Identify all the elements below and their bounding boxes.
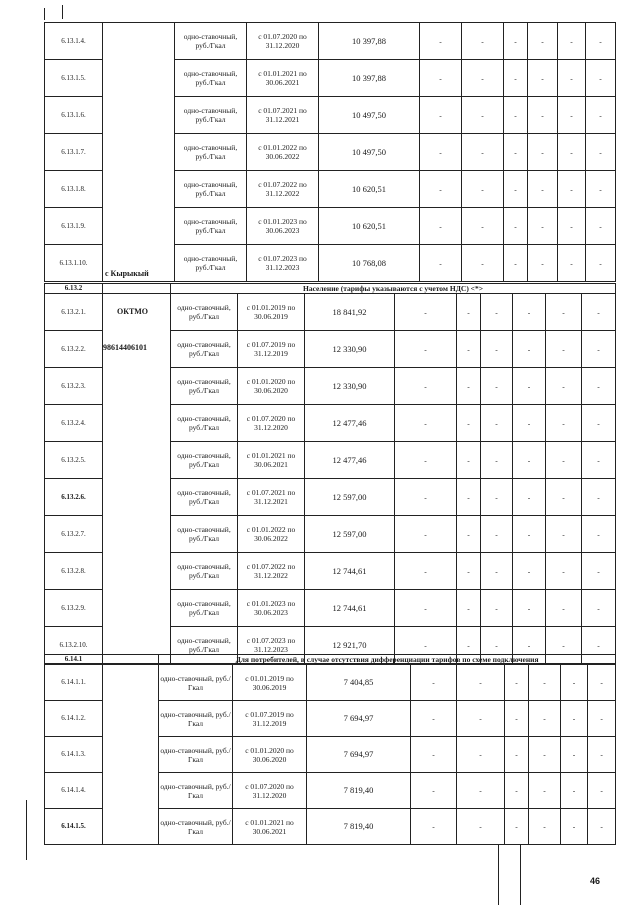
tariff-price: 12 744,61 (305, 590, 395, 627)
tariff-price: 7 404,85 (307, 665, 411, 701)
empty-value-dash: - (588, 737, 616, 773)
tariff-period: с 01.07.2021 по 31.12.2021 (247, 97, 319, 134)
empty-value-dash: - (561, 809, 588, 845)
empty-value-dash: - (528, 97, 558, 134)
empty-value-dash: - (546, 294, 582, 331)
tariff-type: одно-ставочный, руб./Гкал (171, 405, 238, 442)
empty-value-dash: - (481, 553, 513, 590)
empty-value-dash: - (457, 737, 505, 773)
empty-value-dash: - (462, 60, 504, 97)
empty-value-dash: - (582, 479, 616, 516)
empty-value-dash: - (558, 171, 586, 208)
empty-value-dash: - (395, 331, 457, 368)
tariff-period: с 01.07.2023 по 31.12.2023 (238, 627, 305, 664)
empty-value-dash: - (420, 97, 462, 134)
empty-value-dash: - (420, 60, 462, 97)
empty-value-dash: - (558, 23, 586, 60)
scan-line (520, 845, 521, 905)
empty-value-dash: - (457, 627, 481, 664)
empty-value-dash: - (457, 331, 481, 368)
empty-value-dash: - (457, 294, 481, 331)
empty-value-dash: - (588, 809, 616, 845)
tariff-type: одно-ставочный, руб./Гкал (171, 331, 238, 368)
empty-value-dash: - (513, 627, 546, 664)
tariff-period: с 01.07.2019 по 31.12.2019 (238, 331, 305, 368)
empty-value-dash: - (481, 442, 513, 479)
empty-value-dash: - (481, 405, 513, 442)
row-code: 6.14.1.1. (45, 665, 103, 701)
tariff-period: с 01.07.2020 по 31.12.2020 (233, 773, 307, 809)
empty-value-dash: - (561, 737, 588, 773)
empty-value-dash: - (546, 627, 582, 664)
row-code: 6.13.2.6. (45, 479, 103, 516)
tariff-table-block-2 (44, 283, 616, 664)
empty-value-dash: - (586, 134, 616, 171)
tariff-type: одно-ставочный, руб./Гкал (159, 665, 233, 701)
empty-value-dash: - (558, 134, 586, 171)
empty-value-dash: - (546, 405, 582, 442)
section-header-row (45, 655, 616, 665)
empty-value-dash: - (529, 773, 561, 809)
empty-value-dash: - (529, 737, 561, 773)
tariff-period: с 01.01.2020 по 30.06.2020 (233, 737, 307, 773)
tariff-price: 10 397,88 (319, 23, 420, 60)
empty-value-dash: - (420, 23, 462, 60)
tariff-period: с 01.01.2022 по 30.06.2022 (247, 134, 319, 171)
tariff-table-block-3 (44, 654, 616, 845)
empty-value-dash: - (462, 97, 504, 134)
empty-value-dash: - (457, 516, 481, 553)
row-code: 6.13.2.1. (45, 294, 103, 331)
empty-value-dash: - (395, 516, 457, 553)
scan-line (62, 5, 63, 19)
empty-value-dash: - (528, 208, 558, 245)
empty-value-dash: - (457, 553, 481, 590)
tariff-price: 12 477,46 (305, 442, 395, 479)
empty-value-dash: - (582, 331, 616, 368)
empty-value-dash: - (546, 368, 582, 405)
tariff-type: одно-ставочный, руб./Гкал (159, 773, 233, 809)
tariff-price: 12 597,00 (305, 479, 395, 516)
tariff-period: с 01.01.2019 по 30.06.2019 (238, 294, 305, 331)
empty-value-dash: - (586, 23, 616, 60)
empty-value-dash: - (411, 773, 457, 809)
locality-name: с Кырыкый (105, 269, 149, 278)
tariff-price: 7 694,97 (307, 737, 411, 773)
tariff-period: с 01.01.2021 по 30.06.2021 (238, 442, 305, 479)
tariff-type: одно-ставочный, руб./Гкал (175, 208, 247, 245)
empty-value-dash: - (505, 665, 529, 701)
empty-value-dash: - (586, 208, 616, 245)
empty-value-dash: - (588, 773, 616, 809)
tariff-period: с 01.01.2023 по 30.06.2023 (238, 590, 305, 627)
oktmo-label: ОКТМО (117, 307, 149, 316)
empty-value-dash: - (457, 590, 481, 627)
tariff-type: одно-ставочный, руб./Гкал (171, 553, 238, 590)
empty-value-dash: - (586, 245, 616, 282)
empty-value-dash: - (529, 665, 561, 701)
row-code: 6.13.1.8. (45, 171, 103, 208)
empty-value-dash: - (529, 701, 561, 737)
section-title: Население (тарифы указываются с учетом НДС) <*> (171, 284, 616, 294)
scan-line (498, 845, 499, 905)
tariff-price: 12 921,70 (305, 627, 395, 664)
empty-value-dash: - (395, 627, 457, 664)
empty-value-dash: - (411, 701, 457, 737)
tariff-price: 7 694,97 (307, 701, 411, 737)
empty-value-dash: - (546, 442, 582, 479)
empty-value-dash: - (504, 60, 528, 97)
tariff-type: одно-ставочный, руб./Гкал (171, 368, 238, 405)
empty-value-dash: - (457, 809, 505, 845)
empty-value-dash: - (546, 553, 582, 590)
row-code: 6.13.2.9. (45, 590, 103, 627)
empty-value-dash: - (504, 97, 528, 134)
tariff-period: с 01.07.2021 по 31.12.2021 (238, 479, 305, 516)
empty-value-dash: - (505, 773, 529, 809)
empty-value-dash: - (411, 665, 457, 701)
locality-cell (103, 665, 159, 845)
empty-value-dash: - (561, 773, 588, 809)
tariff-period: с 01.01.2021 по 30.06.2021 (233, 809, 307, 845)
tariff-table-block-1 (44, 22, 616, 282)
section-code: 6.14.1 (45, 655, 103, 665)
locality-cell (103, 23, 175, 282)
empty-value-dash: - (586, 97, 616, 134)
row-code: 6.13.2.5. (45, 442, 103, 479)
empty-value-dash: - (582, 627, 616, 664)
empty-value-dash: - (420, 171, 462, 208)
tariff-type: одно-ставочный, руб./Гкал (175, 60, 247, 97)
tariff-type: одно-ставочный, руб./Гкал (171, 479, 238, 516)
oktmo-code: 98614406101 (103, 343, 147, 352)
empty-value-dash: - (513, 368, 546, 405)
tariff-type: одно-ставочный, руб./Гкал (175, 134, 247, 171)
tariff-type: одно-ставочный, руб./Гкал (175, 97, 247, 134)
tariff-price: 10 620,51 (319, 171, 420, 208)
tariff-type: одно-ставочный, руб./Гкал (171, 516, 238, 553)
tariff-price: 10 768,08 (319, 245, 420, 282)
empty-value-dash: - (395, 405, 457, 442)
row-code: 6.13.1.7. (45, 134, 103, 171)
tariff-period: с 01.01.2020 по 30.06.2020 (238, 368, 305, 405)
tariff-price: 12 597,00 (305, 516, 395, 553)
empty-value-dash: - (582, 294, 616, 331)
empty-value-dash: - (588, 665, 616, 701)
tariff-price: 12 330,90 (305, 331, 395, 368)
empty-value-dash: - (462, 134, 504, 171)
empty-value-dash: - (504, 245, 528, 282)
empty-value-dash: - (395, 553, 457, 590)
row-code: 6.14.1.5. (45, 809, 103, 845)
row-code: 6.13.1.6. (45, 97, 103, 134)
tariff-price: 10 620,51 (319, 208, 420, 245)
empty-value-dash: - (546, 331, 582, 368)
tariff-price: 18 841,92 (305, 294, 395, 331)
empty-cell (103, 284, 171, 294)
tariff-period: с 01.07.2023 по 31.12.2023 (247, 245, 319, 282)
empty-value-dash: - (504, 134, 528, 171)
empty-value-dash: - (546, 516, 582, 553)
empty-cell (103, 655, 159, 665)
empty-value-dash: - (528, 245, 558, 282)
empty-value-dash: - (546, 479, 582, 516)
empty-value-dash: - (481, 590, 513, 627)
empty-value-dash: - (462, 245, 504, 282)
row-code: 6.13.2.7. (45, 516, 103, 553)
empty-value-dash: - (481, 294, 513, 331)
empty-value-dash: - (481, 479, 513, 516)
scan-line (44, 8, 45, 20)
empty-value-dash: - (504, 171, 528, 208)
empty-value-dash: - (462, 23, 504, 60)
tariff-type: одно-ставочный, руб./Гкал (175, 23, 247, 60)
empty-value-dash: - (420, 208, 462, 245)
empty-value-dash: - (513, 590, 546, 627)
empty-value-dash: - (457, 701, 505, 737)
row-code: 6.13.2.8. (45, 553, 103, 590)
empty-value-dash: - (481, 516, 513, 553)
tariff-period: с 01.07.2020 по 31.12.2020 (247, 23, 319, 60)
tariff-period: с 01.07.2022 по 31.12.2022 (238, 553, 305, 590)
empty-value-dash: - (457, 479, 481, 516)
empty-value-dash: - (513, 479, 546, 516)
tariff-type: одно-ставочный, руб./Гкал (175, 245, 247, 282)
empty-value-dash: - (420, 134, 462, 171)
empty-value-dash: - (582, 553, 616, 590)
tariff-price: 12 330,90 (305, 368, 395, 405)
tariff-period: с 01.01.2021 по 30.06.2021 (247, 60, 319, 97)
empty-value-dash: - (504, 208, 528, 245)
row-code: 6.14.1.4. (45, 773, 103, 809)
page-number: 46 (590, 876, 601, 886)
tariff-type: одно-ставочный, руб./Гкал (171, 590, 238, 627)
empty-value-dash: - (457, 405, 481, 442)
empty-value-dash: - (481, 627, 513, 664)
row-code: 6.14.1.3. (45, 737, 103, 773)
tariff-period: с 01.01.2022 по 30.06.2022 (238, 516, 305, 553)
empty-value-dash: - (457, 368, 481, 405)
empty-value-dash: - (561, 701, 588, 737)
empty-value-dash: - (504, 23, 528, 60)
tariff-type: одно-ставочный, руб./Гкал (175, 171, 247, 208)
empty-value-dash: - (558, 245, 586, 282)
empty-value-dash: - (411, 737, 457, 773)
table-row (45, 665, 616, 701)
empty-value-dash: - (558, 97, 586, 134)
empty-value-dash: - (395, 368, 457, 405)
empty-value-dash: - (529, 809, 561, 845)
empty-value-dash: - (505, 737, 529, 773)
empty-value-dash: - (411, 809, 457, 845)
tariff-price: 10 497,50 (319, 97, 420, 134)
row-code: 6.13.1.10. (45, 245, 103, 282)
empty-value-dash: - (395, 590, 457, 627)
empty-value-dash: - (462, 171, 504, 208)
empty-value-dash: - (528, 23, 558, 60)
empty-value-dash: - (481, 368, 513, 405)
empty-value-dash: - (586, 60, 616, 97)
tariff-period: с 01.01.2023 по 30.06.2023 (247, 208, 319, 245)
tariff-period: с 01.07.2020 по 31.12.2020 (238, 405, 305, 442)
empty-value-dash: - (546, 590, 582, 627)
tariff-price: 7 819,40 (307, 773, 411, 809)
empty-value-dash: - (513, 553, 546, 590)
empty-value-dash: - (420, 245, 462, 282)
empty-value-dash: - (561, 665, 588, 701)
tariff-type: одно-ставочный, руб./Гкал (171, 627, 238, 664)
empty-value-dash: - (513, 331, 546, 368)
tariff-type: одно-ставочный, руб./Гкал (159, 809, 233, 845)
tariff-period: с 01.07.2022 по 31.12.2022 (247, 171, 319, 208)
tariff-type: одно-ставочный, руб./Гкал (159, 701, 233, 737)
section-code: 6.13.2 (45, 284, 103, 294)
empty-value-dash: - (528, 134, 558, 171)
tariff-price: 7 819,40 (307, 809, 411, 845)
row-code: 6.13.2.10. (45, 627, 103, 664)
empty-value-dash: - (513, 442, 546, 479)
section-title: Для потребителей, в случае отсутствия дифференциации тарифов по схеме подключения (159, 655, 616, 665)
empty-value-dash: - (582, 516, 616, 553)
empty-value-dash: - (481, 331, 513, 368)
empty-value-dash: - (462, 208, 504, 245)
tariff-price: 12 744,61 (305, 553, 395, 590)
empty-value-dash: - (586, 171, 616, 208)
row-code: 6.14.1.2. (45, 701, 103, 737)
tariff-price: 12 477,46 (305, 405, 395, 442)
row-code: 6.13.1.9. (45, 208, 103, 245)
empty-value-dash: - (528, 60, 558, 97)
section-header-row (45, 284, 616, 294)
empty-value-dash: - (505, 809, 529, 845)
empty-value-dash: - (395, 442, 457, 479)
tariff-type: одно-ставочный, руб./Гкал (171, 442, 238, 479)
empty-value-dash: - (582, 442, 616, 479)
empty-value-dash: - (582, 405, 616, 442)
empty-value-dash: - (457, 665, 505, 701)
empty-value-dash: - (582, 368, 616, 405)
empty-value-dash: - (505, 701, 529, 737)
empty-value-dash: - (395, 294, 457, 331)
scan-line (26, 800, 27, 860)
empty-value-dash: - (558, 60, 586, 97)
row-code: 6.13.2.2. (45, 331, 103, 368)
tariff-price: 10 397,88 (319, 60, 420, 97)
row-code: 6.13.2.3. (45, 368, 103, 405)
row-code: 6.13.1.5. (45, 60, 103, 97)
tariff-period: с 01.07.2019 по 31.12.2019 (233, 701, 307, 737)
tariff-price: 10 497,50 (319, 134, 420, 171)
tariff-type: одно-ставочный, руб./Гкал (159, 737, 233, 773)
empty-value-dash: - (513, 294, 546, 331)
table-row (45, 23, 616, 60)
tariff-period: с 01.01.2019 по 30.06.2019 (233, 665, 307, 701)
empty-value-dash: - (457, 442, 481, 479)
empty-value-dash: - (457, 773, 505, 809)
empty-value-dash: - (513, 516, 546, 553)
empty-value-dash: - (588, 701, 616, 737)
row-code: 6.13.1.4. (45, 23, 103, 60)
tariff-type: одно-ставочный, руб./Гкал (171, 294, 238, 331)
empty-value-dash: - (582, 590, 616, 627)
row-code: 6.13.2.4. (45, 405, 103, 442)
empty-value-dash: - (558, 208, 586, 245)
empty-value-dash: - (513, 405, 546, 442)
empty-value-dash: - (395, 479, 457, 516)
empty-value-dash: - (528, 171, 558, 208)
